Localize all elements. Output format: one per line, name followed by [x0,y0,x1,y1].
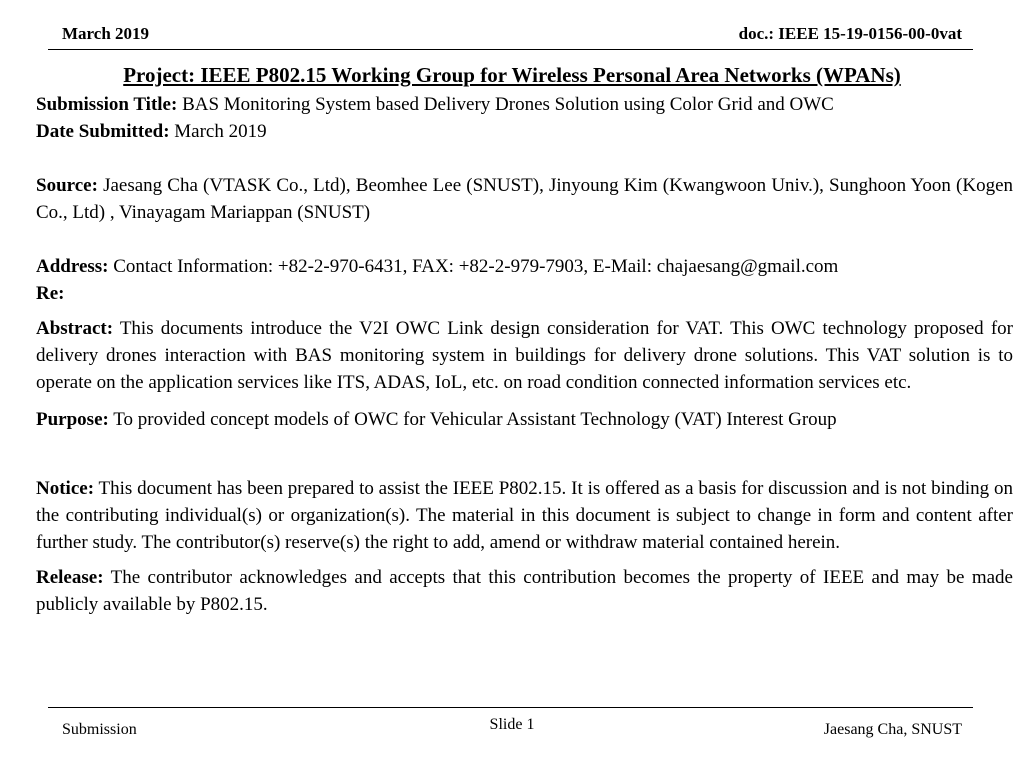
submission-title-label: Submission Title: [36,94,178,115]
notice [36,475,1013,556]
footer-author: Jaesang Cha, SNUST [823,721,962,738]
abstract-label: Abstract: [36,318,114,339]
release-label: Release: [36,567,104,588]
release-value: The contributor acknowledges and accepts that this contribution becomes the property of IEEE and may be made publicly available by P802.15. [36,567,1013,615]
purpose [36,406,1013,433]
footer-divider [48,707,973,708]
document-body [36,91,1013,618]
header-divider [48,49,973,50]
purpose-value: To provided concept models of OWC for Vehicular Assistant Technology (VAT) Interest Group [113,409,837,430]
header-date: March 2019 [62,24,150,43]
source-value: Jaesang Cha (VTASK Co., Ltd), Beomhee Lee (SNUST), Jinyoung Kim (Kwangwoon Univ.), Sunghoon Yoon (Kogen Co., Ltd) , Vinayagam Mariappan (SNUST) [36,175,1014,223]
address-value: Contact Information: +82-2-970-6431, FAX: +82-2-979-7903, E-Mail: chajaesang@gmail.com [113,256,839,277]
date-submitted [36,118,1013,145]
date-submitted-value: March 2019 [174,121,267,142]
submission-title [36,91,1013,118]
address-label: Address: [36,256,109,277]
date-submitted-label: Date Submitted: [36,121,170,142]
source-label: Source: [36,175,98,196]
re [36,280,1013,307]
submission-title-value: BAS Monitoring System based Delivery Drones Solution using Color Grid and OWC [182,94,834,115]
release [36,564,1013,618]
footer-slide-number: Slide 1 [489,716,535,733]
header-doc-id: doc.: IEEE 15-19-0156-00-0vat [738,24,962,43]
purpose-label: Purpose: [36,409,109,430]
abstract-value: This documents introduce the V2I OWC Link design consideration for VAT. This OWC technology proposed for delivery drones interaction with BAS monitoring system in buildings for delivery drone solutions. This VAT solution is to operate on the application services like ITS, ADAS, IoL, etc. on road condition connected information services etc. [36,318,1013,393]
abstract [36,315,1013,396]
footer-submission: Submission [62,721,137,738]
project-title: Project: IEEE P802.15 Working Group for Wireless Personal Area Networks (WPANs) [123,63,901,87]
notice-label: Notice: [36,478,95,499]
notice-value: This document has been prepared to assist the IEEE P802.15. It is offered as a basis for discussion and is not binding on the contributing individual(s) or organization(s). The material in this document is subject to change in form and content after further study. The contributor(s) reserve(s) the right to add, amend or withdraw material contained herein. [36,478,1013,553]
source [36,172,1013,226]
address [36,253,1013,280]
re-label: Re: [36,283,65,304]
